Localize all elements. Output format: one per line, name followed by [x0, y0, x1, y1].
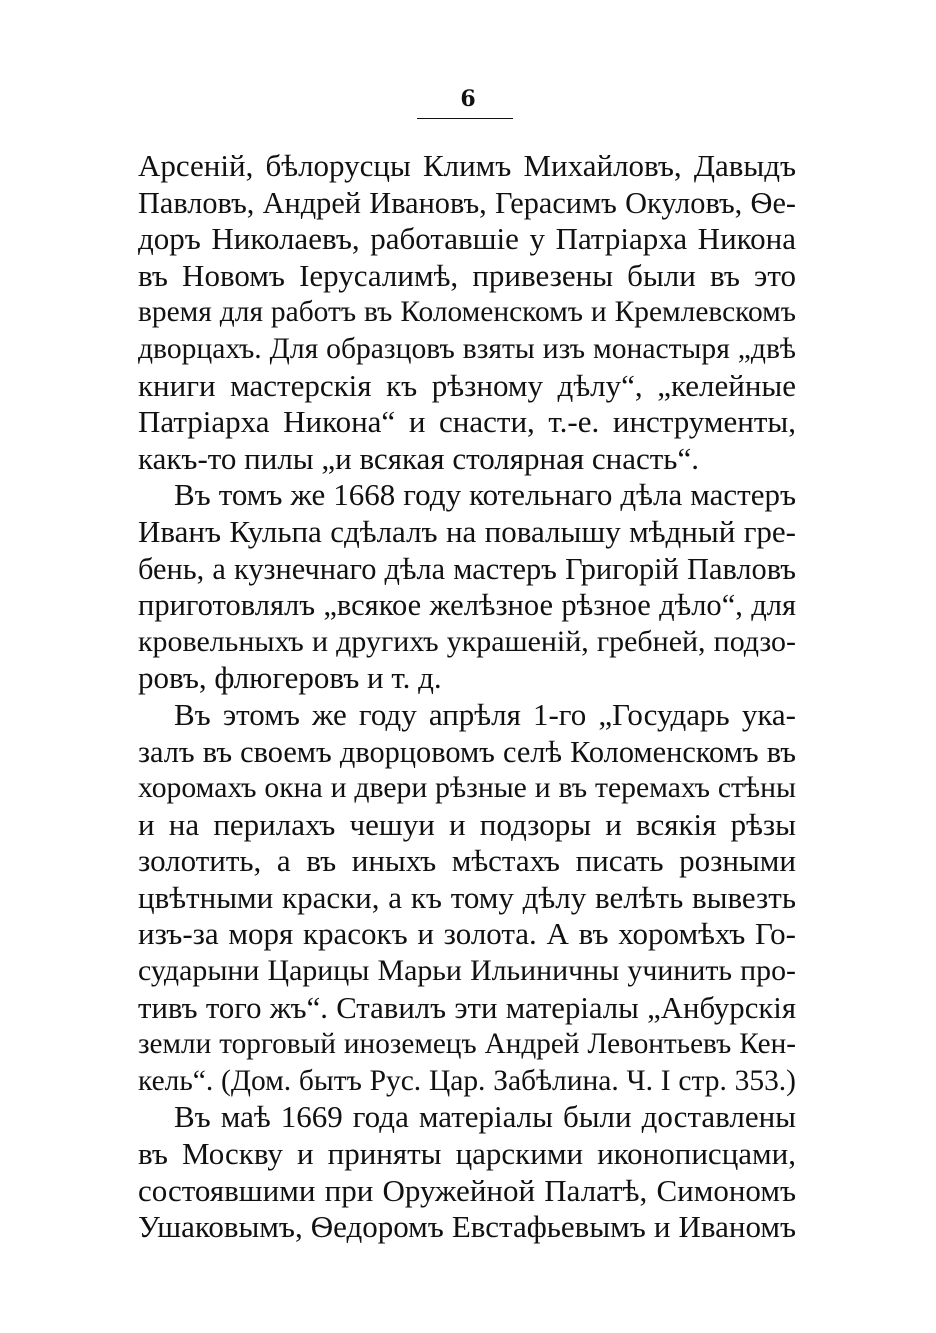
text-line: Ушаковымъ, Ѳедоромъ Евстафьевымъ и Иваномъ — [138, 1209, 796, 1245]
text-line: книги мастерскія къ рѣзному дѣлу“, „келейные — [138, 367, 796, 403]
text-line: хоромахъ окна и двери рѣзные и въ теремахъ стѣны — [138, 772, 796, 805]
text-line: бень, а кузнечнаго дѣла мастеръ Григорій Павловъ — [138, 551, 796, 586]
text-line: земли торговый иноземецъ Андрей Левонтьевъ Кен- — [138, 1028, 796, 1061]
text-line: Въ этомъ же году апрѣля 1-го „Государь ука- — [174, 696, 796, 732]
text-line: кровельныхъ и другихъ украшеній, гребней, подзо- — [138, 624, 796, 658]
text-line: залъ въ своемъ дворцовомъ селѣ Коломенскомъ въ — [138, 734, 796, 769]
text-line: и на перилахъ чешуи и подзоры и всякія рѣзы — [138, 806, 796, 842]
text-line: Арсеній, бѣлорусцы Климъ Михайловъ, Давыдъ — [138, 148, 796, 183]
text-line: какъ-то пилы „и всякая столярная снасть“. — [138, 440, 699, 476]
text-line: время для работъ въ Коломенскомъ и Кремлевскомъ — [138, 296, 796, 329]
paragraph-4 — [138, 1099, 796, 1245]
text-line: цвѣтными краски, а къ тому дѣлу велѣть вывезть — [138, 879, 796, 915]
text-line: доръ Николаевъ, работавшіе у Патріарха Никона — [138, 221, 796, 257]
text-line: ровъ, флюгеровъ и т. д. — [138, 660, 442, 696]
page-number: 6 — [460, 86, 476, 112]
text-line: дворцахъ. Для образцовъ взяты изъ монастыря „двѣ — [138, 332, 796, 365]
text-line: Въ томъ же 1668 году котельнаго дѣла мастеръ — [174, 477, 796, 513]
text-line: въ Москву и приняты царскими иконописцами, — [138, 1136, 796, 1172]
text-line: Павловъ, Андрей Ивановъ, Герасимъ Окуловъ, Ѳе- — [138, 185, 796, 220]
text-line: золотить, а въ иныхъ мѣстахъ писать розными — [138, 843, 796, 879]
paragraph-3 — [138, 697, 796, 1100]
text-line: Въ маѣ 1669 года матеріалы были доставлены — [174, 1099, 796, 1135]
header-rule — [417, 118, 513, 119]
text-line: состоявшими при Оружейной Палатѣ, Симономъ — [138, 1172, 796, 1208]
text-line: Иванъ Кульпа сдѣлалъ на повалышу мѣдный гре- — [138, 513, 796, 549]
text-line: Патріарха Никона“ и снасти, т.-е. инструменты, — [138, 404, 796, 440]
text-line: изъ-за моря красокъ и золота. А въ хоромѣхъ Го- — [138, 916, 796, 952]
text-line: тивъ того жъ“. Ставилъ эти матеріалы „Анбурскія — [138, 990, 796, 1025]
text-line: сударыни Царицы Марьи Ильиничны учинить про- — [138, 954, 796, 988]
paragraph-2 — [138, 477, 796, 697]
page-header — [0, 86, 936, 112]
body-text — [138, 148, 796, 1246]
text-line: приготовлялъ „всякое желѣзное рѣзное дѣло“, для — [138, 588, 796, 623]
paragraph-1 — [138, 148, 796, 477]
text-line: въ Новомъ Іерусалимѣ, привезены были въ это — [138, 257, 796, 293]
text-line: кель“. (Дом. бытъ Рус. Цар. Забѣлина. Ч. I стр. 353.) — [138, 1064, 796, 1097]
